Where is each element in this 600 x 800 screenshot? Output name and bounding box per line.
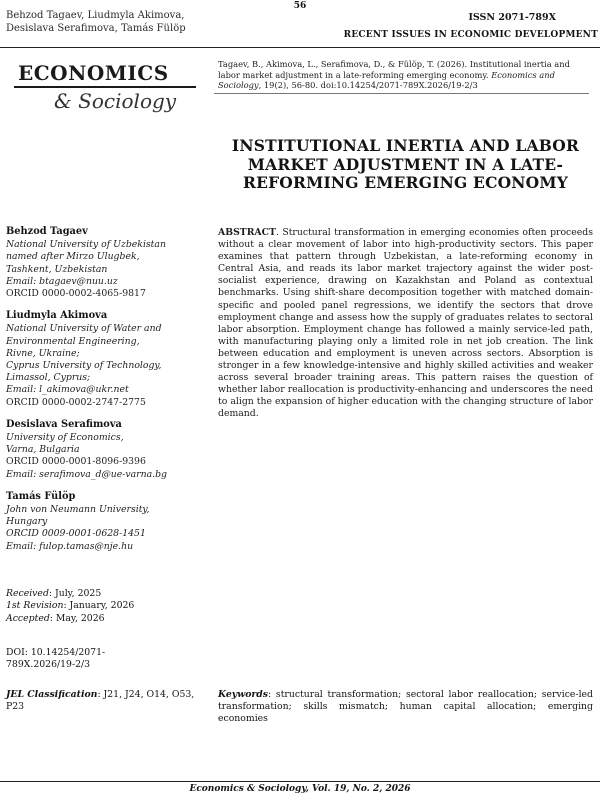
- revision-date: [6, 600, 206, 612]
- page-number: 56: [293, 1, 307, 11]
- citation-journal: Economics and Sociology: [218, 69, 555, 90]
- issn: ISSN 2071-789X: [468, 12, 556, 23]
- running-header-authors-line: Behzod Tagaev, Liudmyla Akimova,: [6, 10, 185, 21]
- author-affiliation: Rivne, Ukraine;: [6, 347, 80, 359]
- received-value: : July, 2025: [48, 588, 102, 599]
- author-affiliation: National University of Water and: [6, 323, 162, 335]
- citation-text: Tagaev, B., Akimova, L., Serafimova, D., & Fülöp, T. (2026). Institutional inertia and labor market adjustment in a late-reforming emerging economy.: [218, 59, 570, 80]
- author-email[interactable]: Email: fulop.tamas@nje.hu: [6, 540, 134, 552]
- footer-rule: [0, 781, 600, 782]
- keywords-label: Keywords: [218, 689, 269, 700]
- author-name: Tamás Fülöp: [6, 490, 76, 502]
- doi[interactable]: [6, 647, 166, 672]
- logo-sub-text: & Sociology: [54, 89, 177, 113]
- received-label: Received: [6, 588, 49, 599]
- author-affiliation: Hungary: [6, 516, 48, 528]
- author-affiliation: Limassol, Cyprus;: [6, 372, 91, 384]
- accepted-label: Accepted: [6, 612, 50, 624]
- keywords: [218, 689, 593, 726]
- revision-value: : January, 2026: [63, 600, 135, 612]
- author-email[interactable]: Email: btagaev@nuu.uz: [6, 275, 118, 287]
- author-affiliation: Cyprus University of Technology,: [6, 360, 162, 372]
- author-orcid[interactable]: ORCID 0000-0002-4065-9817: [6, 288, 146, 300]
- author-orcid[interactable]: ORCID 0000-0002-2747-2775: [6, 396, 146, 408]
- logo-main-text: ECONOMICS: [18, 61, 169, 85]
- logo-rule: [14, 86, 196, 88]
- author-block: [6, 419, 206, 481]
- authors-sidebar: [6, 226, 206, 563]
- author-affiliation: Varna, Bulgaria: [6, 444, 80, 456]
- abstract-label: ABSTRACT: [218, 227, 276, 238]
- author-name: Desislava Serafimova: [6, 418, 122, 430]
- journal-banner: RECENT ISSUES IN ECONOMIC DEVELOPMENT: [343, 30, 598, 40]
- author-affiliation: Tashkent, Uzbekistan: [6, 263, 108, 275]
- header-rule: [0, 47, 600, 48]
- author-orcid[interactable]: ORCID 0000-0001-8096-9396: [6, 456, 146, 468]
- jel-codes: : J21, J24, O14, O53, P23: [6, 689, 195, 713]
- keywords-value: : structural transformation; sectoral labor reallocation; service-led transformation; skills mismatch; human capital allocation; emerging economies: [218, 689, 593, 725]
- author-block: [6, 310, 206, 409]
- accepted-value: : May, 2026: [49, 612, 105, 624]
- author-email[interactable]: Email: serafimova_d@ue-varna.bg: [6, 468, 168, 480]
- citation-block: [218, 59, 593, 91]
- received-date: [6, 588, 206, 600]
- journal-footer: Economics & Sociology, Vol. 19, No. 2, 2026: [189, 784, 411, 794]
- abstract-text: . Structural transformation in emerging economies often proceeds without a clear movement of labor into high-productivity sectors. This paper examines that pattern through Uzbekistan, a late-reforming economy in Central Asia, and reads its labor market trajectory against the wider post-socialist experience, drawing on Kazakhstan and Poland as contextual benchmarks. Using shift-share decomposition together with matched domain-specific and pooled panel regressions, we identify the sectors that drove employment change and assess how the supply of graduates relates to sectoral labor absorption. Employment change has followed a mainly service-led path, with manufacturing playing only a limited role in net job creation. The link between education and employment is uneven across sectors. Absorption is stronger in a few knowledge-intensive and highly skilled activities and weaker across several broader training areas. This pattern raises the question of whether labor reallocation is productivity-enhancing and underscores the need to align the expansion of higher education with the changing structure of labor demand.: [218, 227, 593, 420]
- author-name: Liudmyla Akimova: [6, 310, 108, 322]
- author-block: [6, 491, 206, 553]
- citation-rule: [214, 93, 589, 94]
- author-block: [6, 226, 206, 300]
- revision-label: 1st Revision: [6, 600, 64, 612]
- article-title: INSTITUTIONAL INERTIA AND LABOR MARKET ADJUSTMENT IN A LATE-REFORMING EMERGING ECONOMY: [231, 136, 580, 192]
- doi-line: DOI: 10.14254/2071-: [6, 647, 106, 658]
- author-affiliation: University of Economics,: [6, 432, 124, 444]
- author-affiliation: Environmental Engineering,: [6, 335, 140, 347]
- author-orcid[interactable]: ORCID 0009-0001-0628-1451: [6, 528, 146, 540]
- author-email[interactable]: Email: l_akimova@ukr.net: [6, 384, 129, 396]
- author-affiliation: named after Mirzo Ulugbek,: [6, 251, 140, 263]
- author-affiliation: National University of Uzbekistan: [6, 239, 166, 251]
- jel-label: JEL Classification: [6, 689, 98, 700]
- accepted-date: [6, 613, 206, 625]
- author-affiliation: John von Neumann University,: [6, 504, 150, 516]
- author-name: Behzod Tagaev: [6, 226, 88, 237]
- doi-line: 789X.2026/19-2/3: [6, 659, 91, 671]
- jel-classification: [6, 689, 206, 714]
- article-history: [6, 588, 206, 625]
- running-header-authors: [6, 9, 186, 35]
- running-header-authors-line: Desislava Serafimova, Tamás Fülöp: [6, 23, 186, 34]
- abstract: [218, 227, 593, 421]
- citation-details: , 19(2), 56-80. doi:10.14254/2071-789X.2026/19-2/3: [258, 80, 478, 90]
- journal-logo: [14, 61, 196, 119]
